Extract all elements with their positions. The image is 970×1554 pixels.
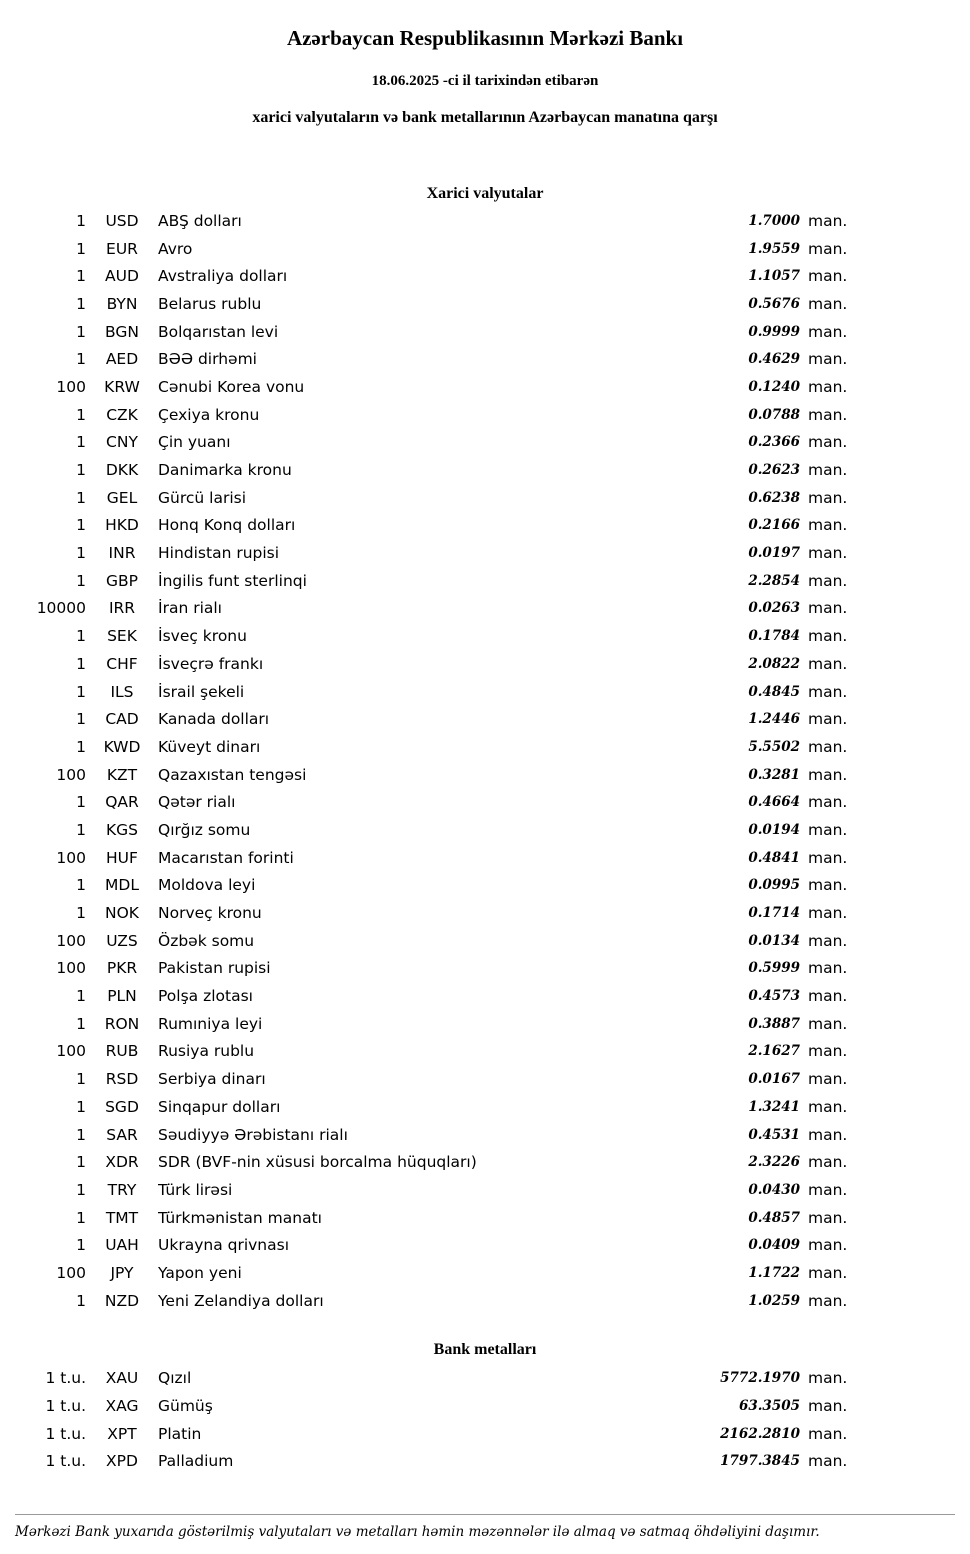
rate-cell: 0.9999 [748, 323, 800, 340]
quantity-cell: 100 [56, 765, 86, 784]
currency-name-cell: Honq Konq dolları [158, 516, 296, 535]
unit-cell: man. [808, 1263, 848, 1282]
currency-name-cell: Qazaxıstan tengəsi [158, 765, 307, 784]
unit-cell: man. [808, 765, 848, 784]
rate-cell: 2.0822 [748, 655, 800, 672]
unit-cell: man. [808, 1452, 848, 1471]
currency-name-cell: SDR (BVF-nin xüsusi borcalma hüquqları) [158, 1153, 477, 1172]
currency-code-cell: HUF [106, 848, 138, 867]
rate-cell: 1797.3845 [720, 1453, 800, 1470]
table-row [0, 1259, 868, 1287]
currency-code-cell: AED [105, 350, 139, 369]
currency-name-cell: Hindistan rupisi [158, 544, 280, 563]
currency-code-cell: CAD [105, 710, 139, 729]
table-row [0, 1010, 868, 1038]
table-row [0, 456, 868, 484]
rate-cell: 0.1784 [748, 628, 800, 645]
currency-name-cell: Rusiya rublu [158, 1042, 255, 1061]
quantity-cell: 1 [76, 1236, 86, 1255]
unit-cell: man. [808, 1014, 848, 1033]
table-row [0, 927, 868, 955]
currency-code-cell: XDR [105, 1153, 139, 1172]
unit-cell: man. [808, 405, 848, 424]
currency-code-cell: XPD [106, 1452, 138, 1471]
quantity-cell: 1 [76, 654, 86, 673]
currency-code-cell: MDL [105, 876, 139, 895]
unit-cell: man. [808, 1208, 848, 1227]
rate-cell: 1.0259 [748, 1292, 800, 1309]
unit-cell: man. [808, 793, 848, 812]
currency-name-cell: Bolqarıstan levi [158, 322, 279, 341]
currency-name-cell: Qızıl [158, 1369, 192, 1388]
unit-cell: man. [808, 1042, 848, 1061]
currency-name-cell: İran rialı [158, 599, 222, 618]
table-row [0, 1148, 868, 1176]
currency-code-cell: CNY [106, 433, 138, 452]
quantity-cell: 1 [76, 516, 86, 535]
unit-cell: man. [808, 1180, 848, 1199]
currency-name-cell: İsrail şekeli [158, 682, 245, 701]
currency-name-cell: Türkmənistan manatı [158, 1208, 322, 1227]
currency-code-cell: QAR [105, 793, 139, 812]
page-title: Azərbaycan Respublikasının Mərkəzi Bankı [286, 26, 684, 50]
currency-code-cell: ILS [110, 682, 134, 701]
table-row [0, 1420, 868, 1448]
quantity-cell: 1 [76, 793, 86, 812]
quantity-cell: 1 [76, 211, 86, 230]
currency-code-cell: KWD [103, 737, 141, 756]
quantity-cell: 1 [76, 488, 86, 507]
rate-cell: 0.2623 [748, 462, 800, 479]
rate-cell: 0.3887 [748, 1015, 800, 1032]
currency-name-cell: Özbək somu [158, 931, 255, 950]
currency-code-cell: RUB [105, 1042, 139, 1061]
quantity-cell: 1 [76, 433, 86, 452]
metals-table [0, 1365, 868, 1476]
rate-cell: 2.2854 [748, 572, 800, 589]
table-row [0, 512, 868, 540]
currency-code-cell: CHF [106, 654, 138, 673]
unit-cell: man. [808, 350, 848, 369]
quantity-cell: 100 [56, 1263, 86, 1282]
unit-cell: man. [808, 433, 848, 452]
currency-name-cell: Qırğız somu [158, 820, 251, 839]
table-row [0, 705, 868, 733]
currency-name-cell: Belarus rublu [158, 294, 262, 313]
table-row [0, 207, 868, 235]
quantity-cell: 1 [76, 1014, 86, 1033]
table-row [0, 345, 868, 373]
currency-code-cell: INR [108, 544, 136, 563]
table-row [0, 1365, 868, 1393]
rate-cell: 1.1722 [748, 1264, 800, 1281]
currency-code-cell: RON [104, 1014, 140, 1033]
rate-cell: 0.4573 [748, 988, 800, 1005]
quantity-cell: 1 [76, 987, 86, 1006]
currency-code-cell: XAU [105, 1369, 139, 1388]
currency-code-cell: XPT [107, 1424, 137, 1443]
unit-cell: man. [808, 820, 848, 839]
currency-name-cell: Serbiya dinarı [158, 1070, 266, 1089]
rate-cell: 0.0788 [748, 406, 800, 423]
currency-name-cell: Rumıniya leyi [158, 1014, 263, 1033]
rate-cell: 0.5999 [748, 960, 800, 977]
rate-cell: 1.1057 [748, 268, 800, 285]
unit-cell: man. [808, 710, 848, 729]
rate-cell: 2.3226 [748, 1154, 800, 1171]
table-row [0, 235, 868, 263]
quantity-cell: 1 [76, 904, 86, 923]
table-row [0, 373, 868, 401]
quantity-cell: 1 [76, 682, 86, 701]
quantity-cell: 100 [56, 1042, 86, 1061]
quantity-cell: 1 [76, 267, 86, 286]
unit-cell: man. [808, 377, 848, 396]
quantity-cell: 1 [76, 876, 86, 895]
rate-cell: 0.4664 [748, 794, 800, 811]
table-row [0, 1121, 868, 1149]
currency-code-cell: SGD [105, 1097, 139, 1116]
table-row [0, 622, 868, 650]
unit-cell: man. [808, 876, 848, 895]
unit-cell: man. [808, 904, 848, 923]
currency-name-cell: Avro [158, 239, 193, 258]
rate-cell: 0.6238 [748, 489, 800, 506]
currency-name-cell: Səudiyyə Ərəbistanı rialı [158, 1125, 348, 1144]
section-title-metals: Bank metalları [433, 1340, 537, 1358]
table-row [0, 955, 868, 983]
currency-table [0, 207, 868, 1315]
table-row [0, 733, 868, 761]
table-row [0, 761, 868, 789]
table-row [0, 899, 868, 927]
quantity-cell: 1 [76, 1153, 86, 1172]
unit-cell: man. [808, 1424, 848, 1443]
currency-code-cell: UZS [106, 931, 138, 950]
quantity-cell: 1 [76, 461, 86, 480]
rate-cell: 0.0134 [748, 932, 800, 949]
currency-name-cell: Türk lirəsi [158, 1180, 233, 1199]
currency-code-cell: PLN [107, 987, 137, 1006]
quantity-cell: 1 [76, 405, 86, 424]
rate-cell: 0.1714 [748, 905, 800, 922]
currency-code-cell: CZK [106, 405, 138, 424]
rate-cell: 0.0409 [748, 1237, 800, 1254]
unit-cell: man. [808, 1291, 848, 1310]
currency-name-cell: Qətər rialı [158, 793, 236, 812]
rate-cell: 2162.2810 [720, 1425, 800, 1442]
table-row [0, 678, 868, 706]
currency-name-cell: Platin [158, 1424, 202, 1443]
unit-cell: man. [808, 599, 848, 618]
quantity-cell: 100 [56, 377, 86, 396]
table-row [0, 401, 868, 429]
table-row [0, 539, 868, 567]
table-row [0, 262, 868, 290]
currency-name-cell: İsveçrə frankı [158, 654, 264, 673]
currency-name-cell: BƏƏ dirhəmi [158, 350, 257, 369]
rate-cell: 1.7000 [748, 212, 800, 229]
currency-code-cell: IRR [108, 599, 136, 618]
quantity-cell: 1 t.u. [45, 1452, 86, 1471]
currency-code-cell: TRY [107, 1180, 137, 1199]
unit-cell: man. [808, 322, 848, 341]
unit-cell: man. [808, 848, 848, 867]
currency-name-cell: Norveç kronu [158, 904, 262, 923]
currency-name-cell: İngilis funt sterlinqi [158, 571, 307, 590]
rate-cell: 0.0167 [748, 1071, 800, 1088]
table-row [0, 788, 868, 816]
currency-name-cell: Danimarka kronu [158, 461, 292, 480]
currency-code-cell: SEK [107, 627, 137, 646]
section-title-currencies: Xarici valyutalar [426, 185, 544, 202]
table-row [0, 1038, 868, 1066]
currency-name-cell: Macarıstan forinti [158, 848, 294, 867]
currency-name-cell: İsveç kronu [158, 627, 247, 646]
unit-cell: man. [808, 294, 848, 313]
quantity-cell: 1 [76, 1070, 86, 1089]
currency-name-cell: ABŞ dolları [158, 211, 242, 230]
currency-code-cell: HKD [105, 516, 139, 535]
table-row [0, 844, 868, 872]
unit-cell: man. [808, 1153, 848, 1172]
rate-cell: 0.4845 [748, 683, 800, 700]
currency-code-cell: NOK [105, 904, 139, 923]
rate-cell: 0.2166 [748, 517, 800, 534]
currency-code-cell: NZD [104, 1291, 140, 1310]
currency-code-cell: XAG [105, 1397, 139, 1416]
quantity-cell: 100 [56, 959, 86, 978]
currency-name-cell: Kanada dolları [158, 710, 270, 729]
currency-code-cell: BGN [105, 322, 139, 341]
currency-code-cell: RSD [105, 1070, 139, 1089]
currency-name-cell: Cənubi Korea vonu [158, 377, 305, 396]
rate-cell: 5772.1970 [720, 1370, 800, 1387]
quantity-cell: 1 [76, 710, 86, 729]
unit-cell: man. [808, 627, 848, 646]
currency-code-cell: USD [105, 211, 139, 230]
table-row [0, 982, 868, 1010]
unit-cell: man. [808, 211, 848, 230]
rate-cell: 0.3281 [748, 766, 800, 783]
quantity-cell: 1 [76, 350, 86, 369]
currency-name-cell: Moldova leyi [158, 876, 256, 895]
table-row [0, 595, 868, 623]
unit-cell: man. [808, 737, 848, 756]
currency-name-cell: Gümüş [158, 1397, 213, 1416]
quantity-cell: 1 [76, 1097, 86, 1116]
table-row [0, 318, 868, 346]
table-row [0, 1392, 868, 1420]
quantity-cell: 100 [56, 848, 86, 867]
quantity-cell: 1 [76, 1180, 86, 1199]
rate-cell: 0.4531 [748, 1126, 800, 1143]
currency-name-cell: Avstraliya dolları [158, 267, 288, 286]
unit-cell: man. [808, 682, 848, 701]
unit-cell: man. [808, 267, 848, 286]
table-row [0, 290, 868, 318]
currency-name-cell: Gürcü larisi [158, 488, 247, 507]
unit-cell: man. [808, 516, 848, 535]
currency-code-cell: KGS [105, 820, 138, 839]
rate-cell: 0.5676 [748, 295, 800, 312]
unit-cell: man. [808, 488, 848, 507]
table-row [0, 650, 868, 678]
table-row [0, 567, 868, 595]
table-row [0, 1204, 868, 1232]
unit-cell: man. [808, 1125, 848, 1144]
currency-name-cell: Sinqapur dolları [158, 1097, 281, 1116]
currency-code-cell: GBP [106, 571, 138, 590]
rate-cell: 0.1240 [748, 378, 800, 395]
table-row [0, 1448, 868, 1476]
quantity-cell: 1 [76, 737, 86, 756]
quantity-cell: 1 [76, 627, 86, 646]
unit-cell: man. [808, 1097, 848, 1116]
unit-cell: man. [808, 1070, 848, 1089]
table-row [0, 1287, 868, 1315]
unit-cell: man. [808, 571, 848, 590]
rate-cell: 5.5502 [748, 738, 800, 755]
quantity-cell: 1 [76, 1291, 86, 1310]
table-row [0, 1093, 868, 1121]
table-row [0, 1231, 868, 1259]
table-row [0, 1176, 868, 1204]
currency-code-cell: PKR [106, 959, 138, 978]
unit-cell: man. [808, 654, 848, 673]
quantity-cell: 1 [76, 294, 86, 313]
unit-cell: man. [808, 544, 848, 563]
table-row [0, 484, 868, 512]
quantity-cell: 1 [76, 571, 86, 590]
footer-disclaimer: Mərkəzi Bank yuxarıda göstərilmiş valyutaları və metalları həmin məzənnələr ilə almaq və satmaq öhdəliyini daşımır. [15, 1514, 955, 1540]
unit-cell: man. [808, 239, 848, 258]
quantity-cell: 1 [76, 1125, 86, 1144]
currency-code-cell: SAR [106, 1125, 138, 1144]
quantity-cell: 100 [56, 931, 86, 950]
unit-cell: man. [808, 987, 848, 1006]
rate-cell: 0.0194 [748, 821, 800, 838]
table-row [0, 1065, 868, 1093]
quantity-cell: 1 [76, 239, 86, 258]
quantity-cell: 1 [76, 322, 86, 341]
unit-cell: man. [808, 461, 848, 480]
rate-cell: 1.2446 [748, 711, 800, 728]
rate-cell: 0.0430 [748, 1181, 800, 1198]
currency-code-cell: BYN [106, 294, 138, 313]
rate-cell: 0.0197 [748, 545, 800, 562]
currency-name-cell: Çin yuanı [158, 433, 231, 452]
currency-code-cell: DKK [105, 461, 139, 480]
currency-code-cell: GEL [106, 488, 138, 507]
currency-code-cell: EUR [106, 239, 138, 258]
currency-code-cell: AUD [105, 267, 139, 286]
currency-code-cell: TMT [105, 1208, 139, 1227]
table-row [0, 872, 868, 900]
rate-cell: 0.0263 [748, 600, 800, 617]
currency-name-cell: Yapon yeni [158, 1263, 242, 1282]
table-row [0, 429, 868, 457]
currency-name-cell: Çexiya kronu [158, 405, 260, 424]
currency-code-cell: KZT [106, 765, 138, 784]
quantity-cell: 1 t.u. [45, 1397, 86, 1416]
rate-cell: 0.0995 [748, 877, 800, 894]
quantity-cell: 1 t.u. [45, 1424, 86, 1443]
currency-name-cell: Yeni Zelandiya dolları [158, 1291, 324, 1310]
rate-cell: 0.4629 [748, 351, 800, 368]
rate-cell: 0.4857 [748, 1209, 800, 1226]
currency-name-cell: Palladium [158, 1452, 234, 1471]
currency-name-cell: Ukrayna qrivnası [158, 1236, 290, 1255]
unit-cell: man. [808, 1397, 848, 1416]
currency-name-cell: Pakistan rupisi [158, 959, 271, 978]
currency-name-cell: Küveyt dinarı [158, 737, 261, 756]
quantity-cell: 10000 [36, 599, 86, 618]
currency-name-cell: Polşa zlotası [158, 987, 253, 1006]
quantity-cell: 1 [76, 820, 86, 839]
unit-cell: man. [808, 959, 848, 978]
page-subtitle: xarici valyutaların və bank metallarının Azərbaycan manatına qarşı [252, 109, 718, 126]
currency-code-cell: KRW [104, 377, 140, 396]
unit-cell: man. [808, 1369, 848, 1388]
rate-cell: 0.4841 [748, 849, 800, 866]
rate-cell: 2.1627 [748, 1043, 800, 1060]
unit-cell: man. [808, 1236, 848, 1255]
rate-cell: 0.2366 [748, 434, 800, 451]
quantity-cell: 1 [76, 1208, 86, 1227]
quantity-cell: 1 [76, 544, 86, 563]
quantity-cell: 1 t.u. [45, 1369, 86, 1388]
rate-cell: 1.9559 [748, 240, 800, 257]
table-row [0, 816, 868, 844]
rate-cell: 1.3241 [748, 1098, 800, 1115]
rate-cell: 63.3505 [738, 1398, 800, 1415]
unit-cell: man. [808, 931, 848, 950]
currency-code-cell: JPY [110, 1263, 134, 1282]
page-header [0, 0, 970, 127]
currency-code-cell: UAH [105, 1236, 139, 1255]
effective-date-line: 18.06.2025 -ci il tarixindən etibarən [371, 73, 599, 89]
